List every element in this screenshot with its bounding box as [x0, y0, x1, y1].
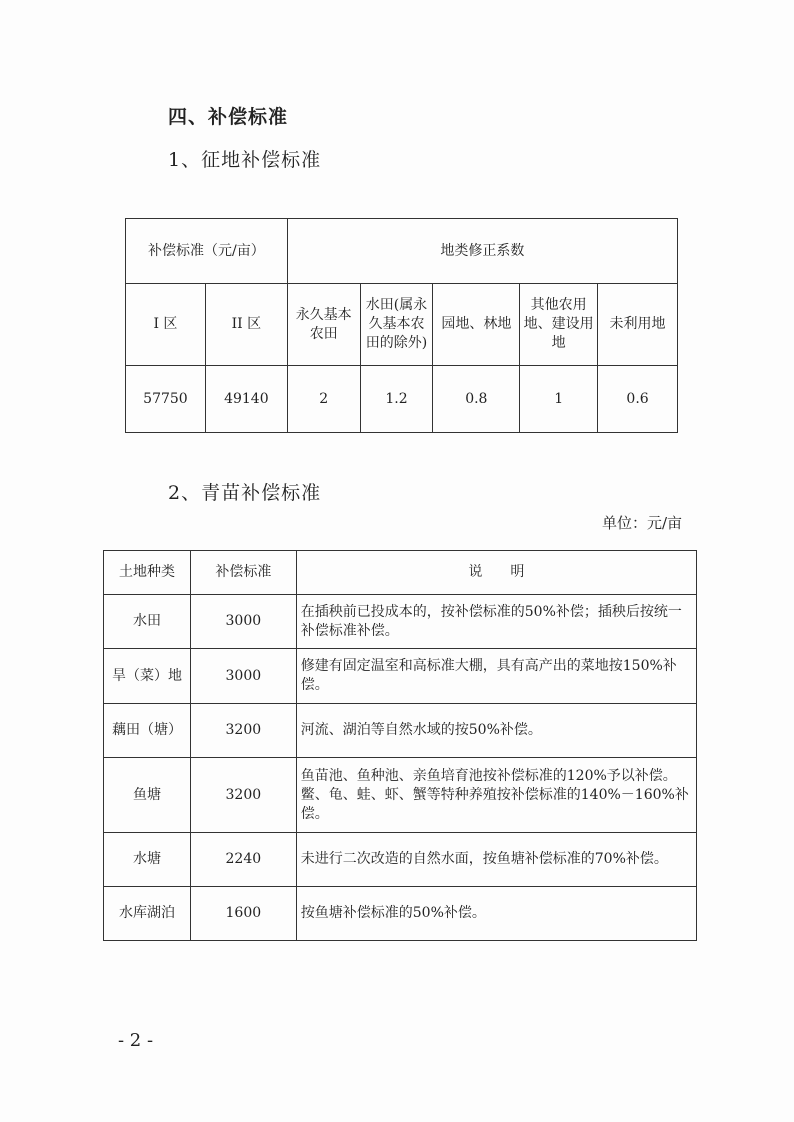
col-header: 永久基本农田 — [287, 284, 360, 366]
zone-1: I 区 — [126, 284, 206, 366]
unit-label: 单位：元/亩 — [601, 514, 682, 532]
land-type: 藕田（塘） — [104, 704, 191, 758]
standard-value: 3200 — [190, 758, 296, 833]
header-land-type: 土地种类 — [104, 551, 191, 595]
table-row — [104, 887, 697, 941]
col-header: 水田(属永久基本农田的除外) — [360, 284, 433, 366]
value-cell: 0.8 — [433, 366, 520, 433]
col-header: 未利用地 — [598, 284, 678, 366]
standard-value: 2240 — [190, 833, 296, 887]
page-number: - 2 - — [118, 1030, 154, 1051]
value-cell: 0.6 — [598, 366, 678, 433]
land-type: 鱼塘 — [104, 758, 191, 833]
standard-value: 3200 — [190, 704, 296, 758]
table-row — [104, 833, 697, 887]
note: 河流、湖泊等自然水域的按50%补偿。 — [296, 704, 696, 758]
standard-value: 3000 — [190, 649, 296, 704]
subsection-title-crops: 2、青苗补偿标准 — [168, 482, 322, 504]
note: 按鱼塘补偿标准的50%补偿。 — [296, 887, 696, 941]
col-header: 园地、林地 — [433, 284, 520, 366]
col-header: 其他农用地、建设用地 — [520, 284, 598, 366]
land-type: 水塘 — [104, 833, 191, 887]
standard-value: 3000 — [190, 595, 296, 649]
note: 修建有固定温室和高标准大棚，具有高产出的菜地按150%补偿。 — [296, 649, 696, 704]
note: 鱼苗池、鱼种池、亲鱼培育池按补偿标准的120%予以补偿。鳖、龟、蛙、虾、蟹等特种养殖按补偿标准的140%－160%补偿。 — [296, 758, 696, 833]
value-cell: 1 — [520, 366, 598, 433]
note: 在插秧前已投成本的，按补偿标准的50%补偿；插秧后按统一补偿标准补偿。 — [296, 595, 696, 649]
section-title: 四、补偿标准 — [168, 106, 289, 128]
land-type: 水库湖泊 — [104, 887, 191, 941]
header-note: 说 明 — [296, 551, 696, 595]
land-type: 水田 — [104, 595, 191, 649]
land-type: 旱（菜）地 — [104, 649, 191, 704]
table-row — [104, 595, 697, 649]
table-row — [104, 649, 697, 704]
header-standard: 补偿标准 — [190, 551, 296, 595]
zone-2: II 区 — [205, 284, 287, 366]
note: 未进行二次改造的自然水面，按鱼塘补偿标准的70%补偿。 — [296, 833, 696, 887]
value-cell: 2 — [287, 366, 360, 433]
header-coefficient: 地类修正系数 — [287, 219, 677, 284]
subsection-title-land: 1、征地补偿标准 — [168, 149, 322, 171]
standard-value: 1600 — [190, 887, 296, 941]
land-compensation-table — [125, 218, 678, 433]
crop-compensation-table — [103, 550, 697, 941]
value-cell: 1.2 — [360, 366, 433, 433]
value-cell: 49140 — [205, 366, 287, 433]
header-standard: 补偿标准（元/亩） — [126, 219, 288, 284]
table-row — [104, 758, 697, 833]
table-row — [104, 704, 697, 758]
value-cell: 57750 — [126, 366, 206, 433]
